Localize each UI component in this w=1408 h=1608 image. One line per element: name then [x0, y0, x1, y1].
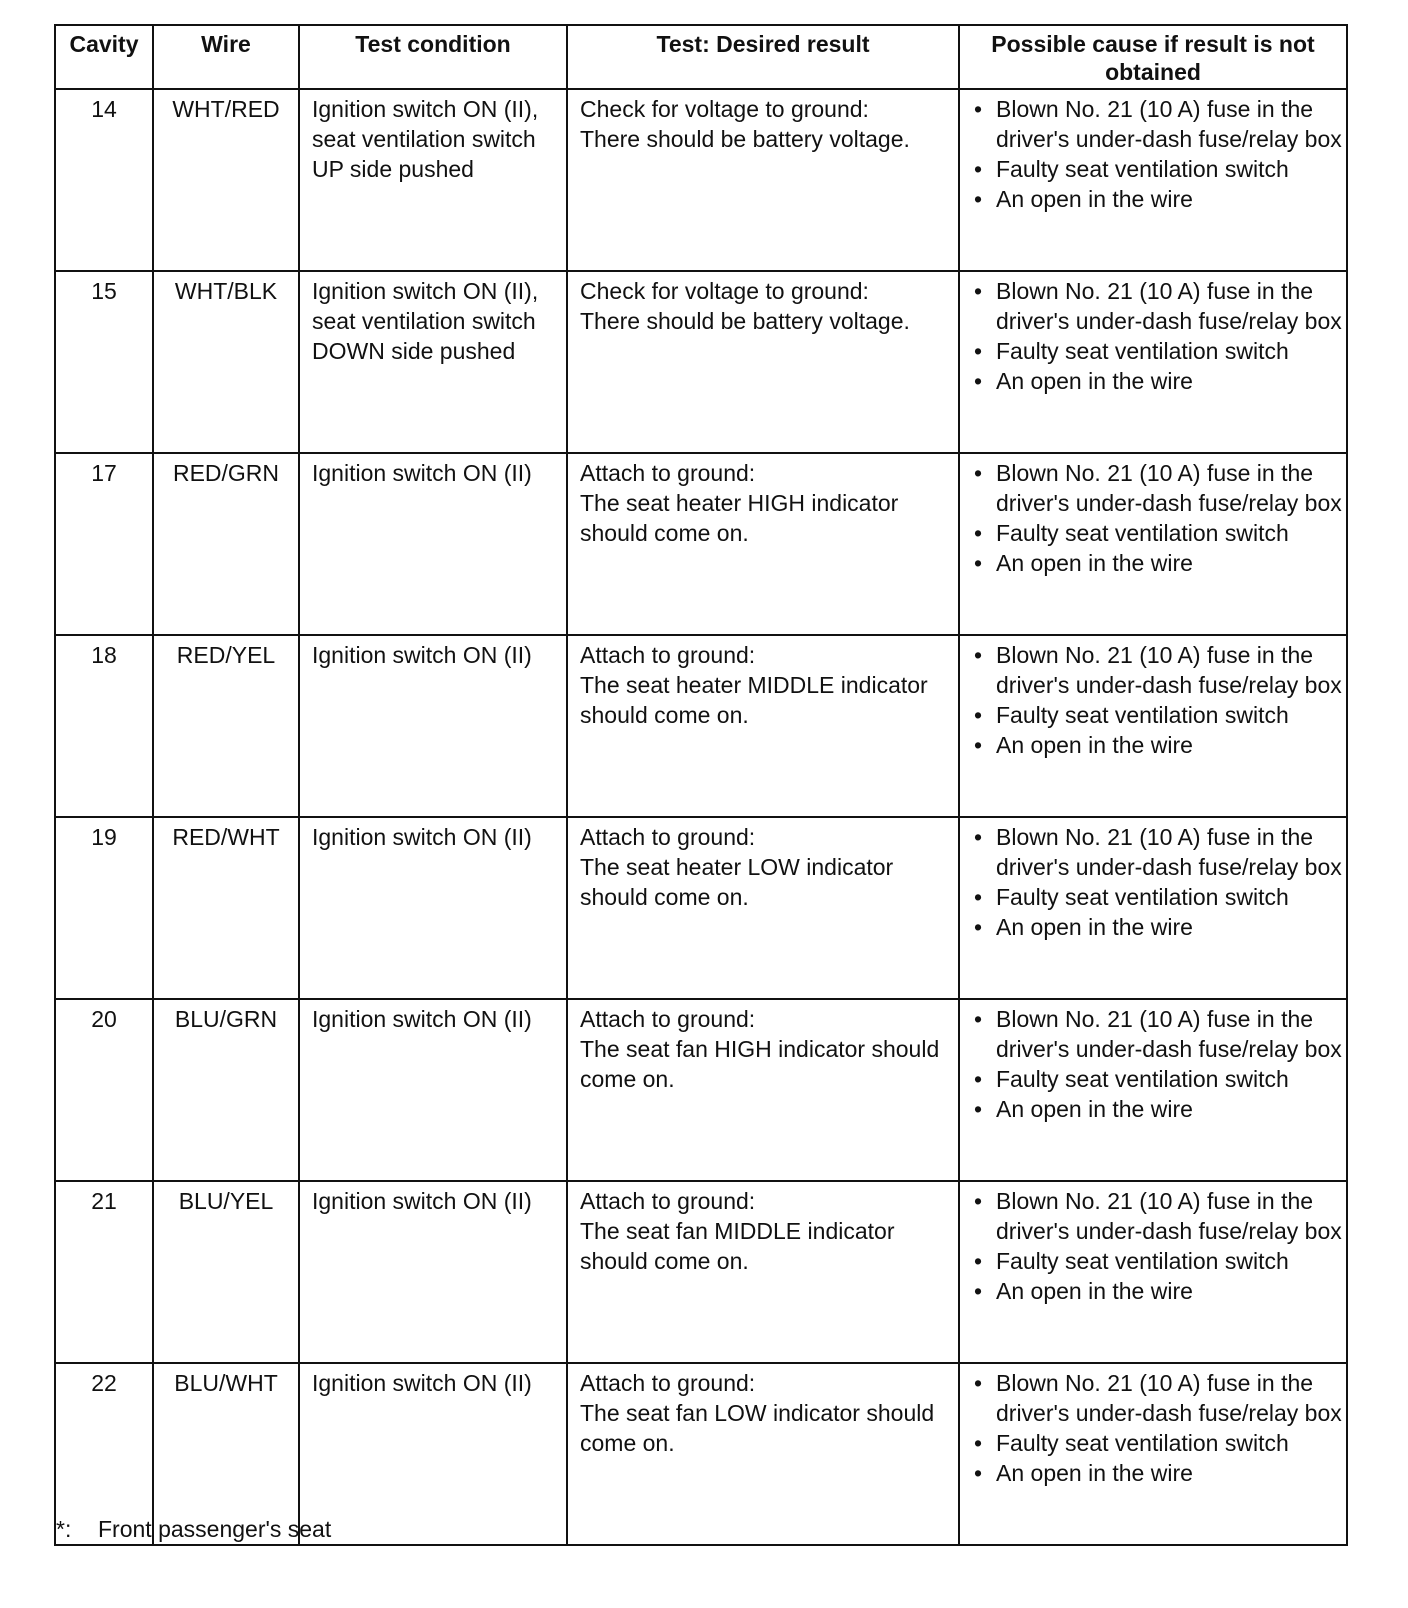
bullet-icon: •: [974, 732, 983, 758]
table-row: [55, 999, 1347, 1181]
result-title: Check for voltage to ground:: [580, 96, 869, 122]
bullet-icon: •: [974, 96, 983, 122]
cause-text: An open in the wire: [996, 732, 1193, 758]
bullet-icon: •: [974, 186, 983, 212]
bullet-icon: •: [974, 1430, 983, 1456]
connector-test-table: [54, 24, 1348, 1546]
test-condition-cell: Ignition switch ON (II): [299, 817, 567, 999]
bullet-icon: •: [974, 460, 983, 486]
bullet-icon: •: [974, 368, 983, 394]
cause-item: [970, 882, 1342, 912]
bullet-icon: •: [974, 642, 983, 668]
bullet-icon: •: [974, 1188, 983, 1214]
cause-item: [970, 912, 1342, 942]
result-text: The seat fan HIGH indicator should come on.: [580, 1036, 940, 1092]
result-title: Attach to ground:: [580, 1006, 756, 1032]
wire-cell: RED/WHT: [153, 817, 299, 999]
cause-list: [970, 640, 1342, 760]
bullet-icon: •: [974, 520, 983, 546]
cause-text: An open in the wire: [996, 1096, 1193, 1122]
table-row: [55, 817, 1347, 999]
cause-text: Faulty seat ventilation switch: [996, 338, 1289, 364]
cause-list: [970, 1186, 1342, 1306]
header-cavity: Cavity: [55, 25, 153, 89]
test-condition-cell: Ignition switch ON (II): [299, 1363, 567, 1545]
wire-cell: BLU/YEL: [153, 1181, 299, 1363]
cause-item: [970, 458, 1342, 518]
wire-cell: RED/YEL: [153, 635, 299, 817]
cause-item: [970, 1094, 1342, 1124]
result-text: The seat heater HIGH indicator should come on.: [580, 490, 899, 546]
result-title: Check for voltage to ground:: [580, 278, 869, 304]
desired-result-cell: [567, 89, 959, 271]
cause-list: [970, 1004, 1342, 1124]
cause-text: Faulty seat ventilation switch: [996, 1248, 1289, 1274]
desired-result-cell: [567, 1363, 959, 1545]
possible-cause-cell: [959, 89, 1347, 271]
cause-list: [970, 276, 1342, 396]
cause-item: [970, 1428, 1342, 1458]
result-title: Attach to ground:: [580, 1370, 756, 1396]
wire-cell: WHT/BLK: [153, 271, 299, 453]
table-body: [55, 89, 1347, 1545]
bullet-icon: •: [974, 914, 983, 940]
cause-text: Blown No. 21 (10 A) fuse in the driver's under-dash fuse/relay box: [996, 96, 1342, 152]
cause-text: Blown No. 21 (10 A) fuse in the driver's under-dash fuse/relay box: [996, 1370, 1342, 1426]
bullet-icon: •: [974, 824, 983, 850]
cause-item: [970, 336, 1342, 366]
possible-cause-cell: [959, 1181, 1347, 1363]
bullet-icon: •: [974, 884, 983, 910]
cause-text: Faulty seat ventilation switch: [996, 520, 1289, 546]
cause-item: [970, 1276, 1342, 1306]
cause-item: [970, 548, 1342, 578]
header-test-condition: Test condition: [299, 25, 567, 89]
cause-list: [970, 94, 1342, 214]
cause-item: [970, 1458, 1342, 1488]
wire-cell: BLU/GRN: [153, 999, 299, 1181]
cause-text: Faulty seat ventilation switch: [996, 702, 1289, 728]
possible-cause-cell: [959, 999, 1347, 1181]
result-title: Attach to ground:: [580, 1188, 756, 1214]
footnote-mark: *:: [56, 1516, 72, 1542]
cause-text: An open in the wire: [996, 186, 1193, 212]
test-condition-cell: Ignition switch ON (II), seat ventilation switch UP side pushed: [299, 89, 567, 271]
cavity-cell: 17: [55, 453, 153, 635]
possible-cause-cell: [959, 271, 1347, 453]
cause-text: Blown No. 21 (10 A) fuse in the driver's under-dash fuse/relay box: [996, 642, 1342, 698]
cause-text: Blown No. 21 (10 A) fuse in the driver's under-dash fuse/relay box: [996, 1006, 1342, 1062]
cause-text: Blown No. 21 (10 A) fuse in the driver's under-dash fuse/relay box: [996, 824, 1342, 880]
result-title: Attach to ground:: [580, 460, 756, 486]
cause-item: [970, 822, 1342, 882]
bullet-icon: •: [974, 1096, 983, 1122]
wire-cell: WHT/RED: [153, 89, 299, 271]
header-wire: Wire: [153, 25, 299, 89]
cause-list: [970, 1368, 1342, 1488]
result-text: The seat heater LOW indicator should come on.: [580, 854, 894, 910]
cause-item: [970, 154, 1342, 184]
test-condition-cell: Ignition switch ON (II): [299, 999, 567, 1181]
table-row: [55, 89, 1347, 271]
bullet-icon: •: [974, 702, 983, 728]
cause-item: [970, 1064, 1342, 1094]
cause-text: An open in the wire: [996, 914, 1193, 940]
cause-text: Blown No. 21 (10 A) fuse in the driver's under-dash fuse/relay box: [996, 1188, 1342, 1244]
bullet-icon: •: [974, 1370, 983, 1396]
cause-text: Faulty seat ventilation switch: [996, 1066, 1289, 1092]
wire-cell: RED/GRN: [153, 453, 299, 635]
bullet-icon: •: [974, 1460, 983, 1486]
result-text: The seat fan MIDDLE indicator should come on.: [580, 1218, 895, 1274]
desired-result-cell: [567, 817, 959, 999]
bullet-icon: •: [974, 1006, 983, 1032]
table-row: [55, 1181, 1347, 1363]
cause-text: Faulty seat ventilation switch: [996, 1430, 1289, 1456]
table-row: [55, 453, 1347, 635]
bullet-icon: •: [974, 338, 983, 364]
result-title: Attach to ground:: [580, 824, 756, 850]
cause-item: [970, 276, 1342, 336]
cause-text: Faulty seat ventilation switch: [996, 884, 1289, 910]
result-text: The seat fan LOW indicator should come on.: [580, 1400, 935, 1456]
bullet-icon: •: [974, 1278, 983, 1304]
result-text: The seat heater MIDDLE indicator should come on.: [580, 672, 928, 728]
desired-result-cell: [567, 999, 959, 1181]
cause-text: An open in the wire: [996, 1278, 1193, 1304]
result-text: There should be battery voltage.: [580, 126, 910, 152]
cause-text: Blown No. 21 (10 A) fuse in the driver's under-dash fuse/relay box: [996, 460, 1342, 516]
cavity-cell: 15: [55, 271, 153, 453]
cause-item: [970, 518, 1342, 548]
bullet-icon: •: [974, 156, 983, 182]
cause-text: Blown No. 21 (10 A) fuse in the driver's under-dash fuse/relay box: [996, 278, 1342, 334]
test-condition-cell: Ignition switch ON (II): [299, 453, 567, 635]
cavity-cell: 22: [55, 1363, 153, 1545]
cause-item: [970, 640, 1342, 700]
footnote-text: Front passenger's seat: [98, 1516, 332, 1542]
test-condition-cell: Ignition switch ON (II): [299, 1181, 567, 1363]
header-desired-result: Test: Desired result: [567, 25, 959, 89]
connector-test-table-sheet: [54, 24, 1346, 1546]
cause-text: Faulty seat ventilation switch: [996, 156, 1289, 182]
possible-cause-cell: [959, 453, 1347, 635]
cause-list: [970, 822, 1342, 942]
bullet-icon: •: [974, 1066, 983, 1092]
cause-item: [970, 1186, 1342, 1246]
test-condition-cell: Ignition switch ON (II), seat ventilation switch DOWN side pushed: [299, 271, 567, 453]
cavity-cell: 20: [55, 999, 153, 1181]
cause-list: [970, 458, 1342, 578]
possible-cause-cell: [959, 817, 1347, 999]
possible-cause-cell: [959, 635, 1347, 817]
header-possible-cause: Possible cause if result is not obtained: [959, 25, 1347, 89]
cavity-cell: 19: [55, 817, 153, 999]
cause-text: An open in the wire: [996, 550, 1193, 576]
cavity-cell: 18: [55, 635, 153, 817]
table-header: [55, 25, 1347, 89]
cavity-cell: 21: [55, 1181, 153, 1363]
cause-item: [970, 366, 1342, 396]
cause-text: An open in the wire: [996, 1460, 1193, 1486]
desired-result-cell: [567, 453, 959, 635]
test-condition-cell: Ignition switch ON (II): [299, 635, 567, 817]
header-row: [55, 25, 1347, 89]
cause-item: [970, 94, 1342, 154]
bullet-icon: •: [974, 278, 983, 304]
desired-result-cell: [567, 635, 959, 817]
wire-cell: BLU/WHT: [153, 1363, 299, 1545]
cause-item: [970, 730, 1342, 760]
cavity-cell: 14: [55, 89, 153, 271]
cause-text: An open in the wire: [996, 368, 1193, 394]
table-row: [55, 635, 1347, 817]
footnote: [56, 1516, 331, 1543]
table-row: [55, 271, 1347, 453]
desired-result-cell: [567, 1181, 959, 1363]
cause-item: [970, 700, 1342, 730]
cause-item: [970, 1368, 1342, 1428]
bullet-icon: •: [974, 550, 983, 576]
cause-item: [970, 184, 1342, 214]
result-text: There should be battery voltage.: [580, 308, 910, 334]
result-title: Attach to ground:: [580, 642, 756, 668]
bullet-icon: •: [974, 1248, 983, 1274]
cause-item: [970, 1004, 1342, 1064]
cause-item: [970, 1246, 1342, 1276]
desired-result-cell: [567, 271, 959, 453]
possible-cause-cell: [959, 1363, 1347, 1545]
